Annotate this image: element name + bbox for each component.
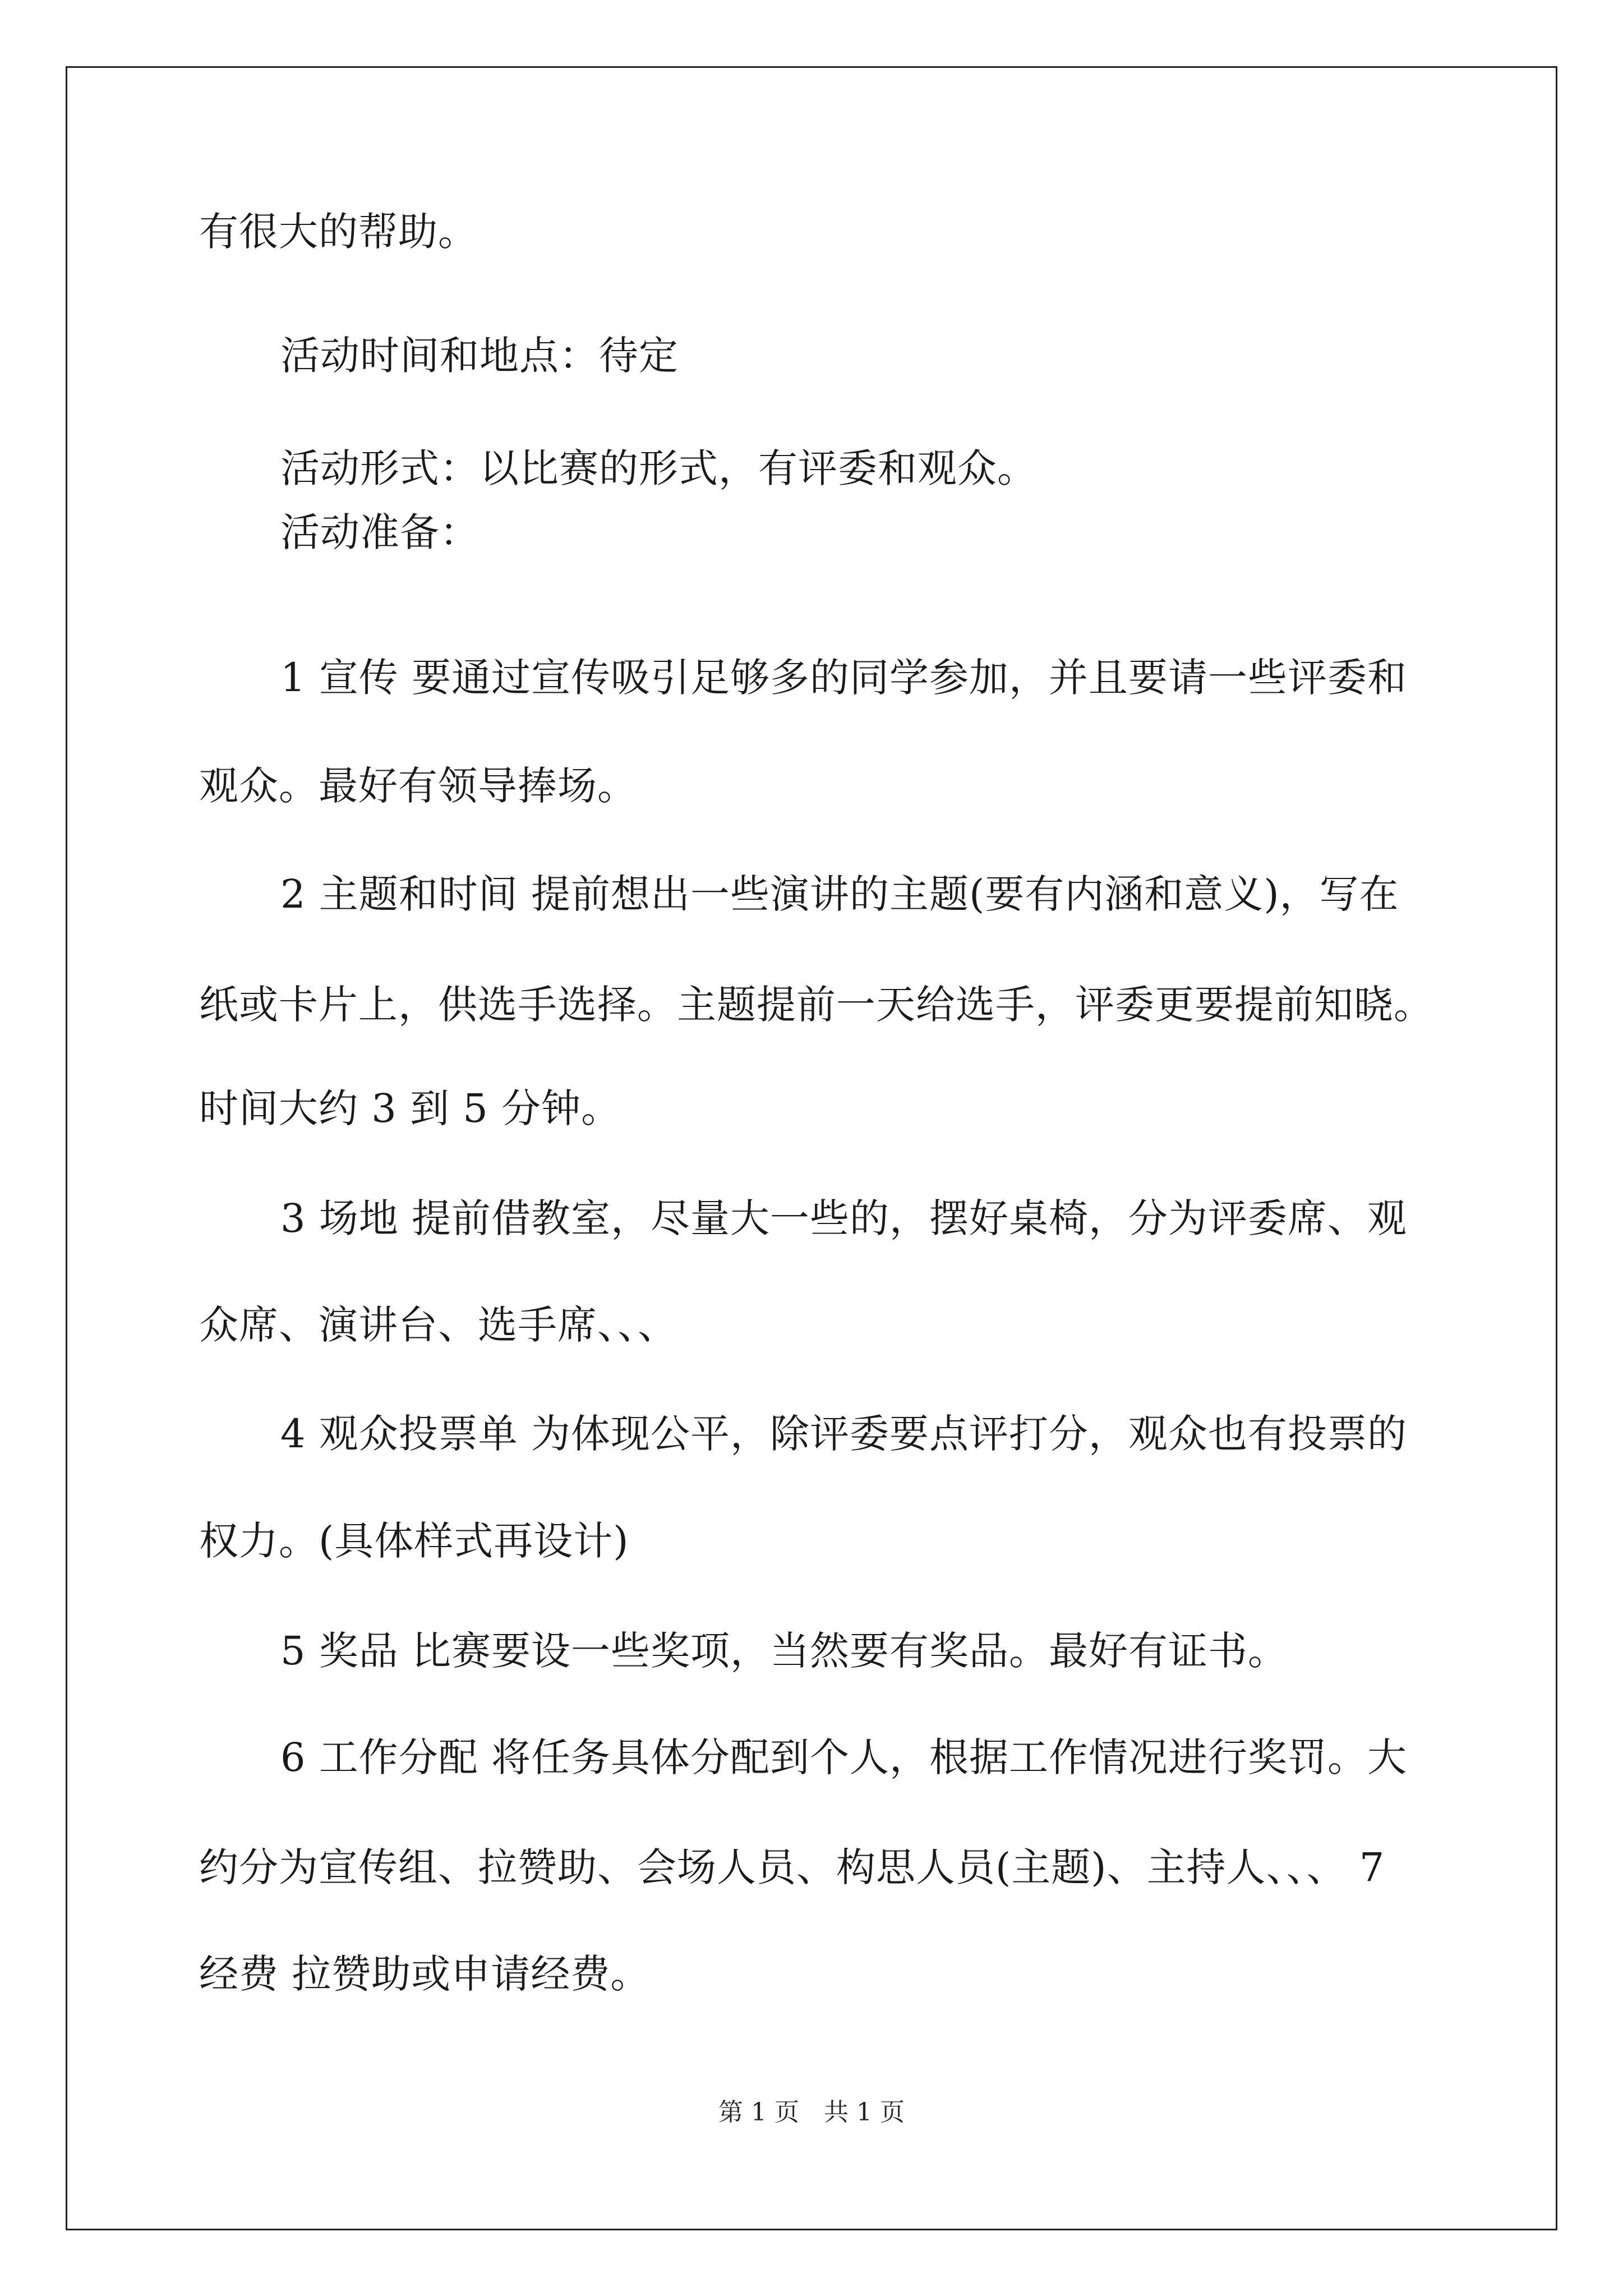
text-line: 权力。(具体样式再设计)	[199, 1518, 629, 1564]
text-line: 活动形式：以比赛的形式，有评委和观众。	[280, 445, 1037, 491]
text-line: 6 工作分配 将任务具体分配到个人，根据工作情况进行奖罚。大	[280, 1734, 1408, 1780]
text-line: 活动准备：	[280, 509, 479, 555]
text-line: 经费 拉赞助或申请经费。	[199, 1951, 651, 1997]
text-line: 2 主题和时间 提前想出一些演讲的主题(要有内涵和意义)，写在	[280, 871, 1399, 917]
page-frame	[66, 66, 1557, 2230]
text-line: 众席、演讲台、选手席、、、	[199, 1302, 677, 1348]
text-line: 活动时间和地点：待定	[280, 333, 679, 379]
text-line: 5 奖品 比赛要设一些奖项，当然要有奖品。最好有证书。	[280, 1628, 1288, 1674]
text-line: 观众。最好有领导捧场。	[199, 763, 637, 809]
text-line: 约分为宣传组、拉赞助、会场人员、构思人员(主题)、主持人、、、 7	[199, 1844, 1385, 1890]
page-number-footer: 第 1 页 共 1 页	[718, 2098, 905, 2127]
text-line: 4 观众投票单 为体现公平，除评委要点评打分，观众也有投票的	[280, 1411, 1408, 1457]
text-line: 有很大的帮助。	[199, 209, 478, 255]
text-line: 1 宣传 要通过宣传吸引足够多的同学参加，并且要请一些评委和	[280, 655, 1408, 701]
text-line: 纸或卡片上，供选手选择。主题提前一天给选手，评委更要提前知晓。	[199, 982, 1433, 1028]
text-line: 3 场地 提前借教室，尽量大一些的，摆好桌椅，分为评委席、观	[280, 1195, 1408, 1241]
text-line: 时间大约 3 到 5 分钟。	[199, 1085, 621, 1131]
